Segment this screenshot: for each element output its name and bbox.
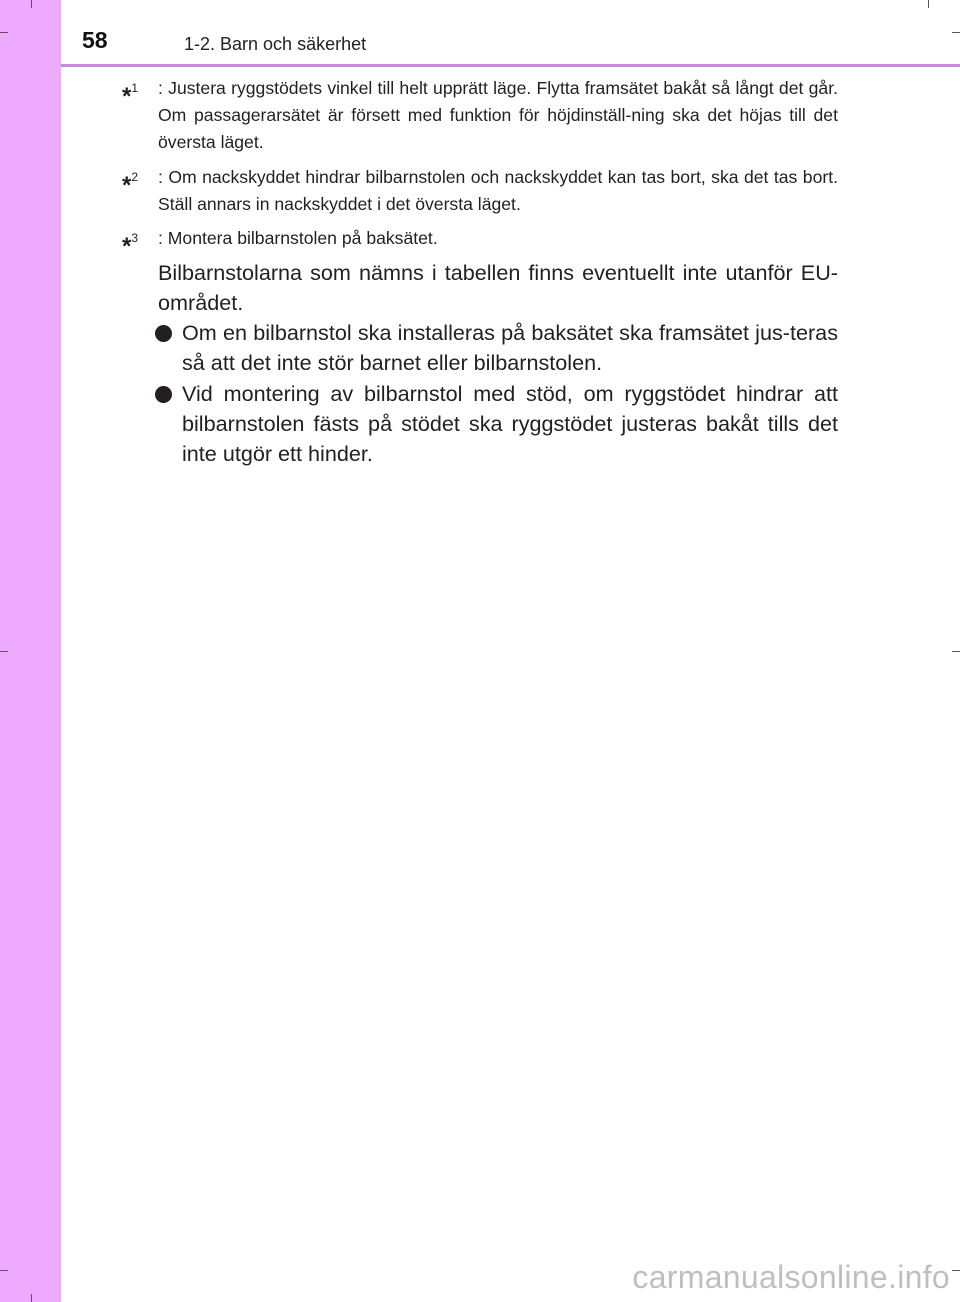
footnote-3 (122, 225, 838, 260)
body-paragraph: Bilbarnstolarna som nämns i tabellen finns eventuellt inte utanför EU-området. (158, 260, 838, 315)
crop-mark (0, 651, 8, 652)
footnote-1 (122, 75, 838, 156)
crop-mark (31, 1294, 32, 1302)
footnote-text: : Montera bilbarnstolen på baksätet. (158, 228, 438, 248)
header-rule (61, 64, 960, 67)
crop-mark (0, 32, 8, 33)
watermark: carmanualsonline.info (632, 1259, 950, 1295)
crop-mark (31, 0, 32, 8)
bullet-dot-icon (155, 325, 172, 342)
crop-mark (952, 651, 960, 652)
footnote-marker: *$^2$ (122, 170, 139, 199)
bullet-item-1 (155, 318, 838, 378)
footnote-text: : Justera ryggstödets vinkel till helt upprätt läge. Flytta framsätet bakåt så långt det går. Om passagerarsätet är försett med funktion för höjdinställ-ning ska det höjas till det översta läget. (158, 78, 838, 152)
bullet-dot-icon (155, 386, 172, 403)
crop-mark (952, 1270, 960, 1271)
section-title: 1-2. Barn och säkerhet (184, 34, 367, 54)
footnote-marker: *$^3$ (122, 231, 139, 260)
crop-mark (952, 32, 960, 33)
side-color-band (0, 0, 61, 1302)
bullet-text: Vid montering av bilbarnstol med stöd, om ryggstödet hindrar att bilbarnstolen fästs på stödet ska ryggstödet justeras bakåt tills det inte utgör ett hinder. (182, 381, 838, 466)
page-number: 58 (82, 27, 108, 53)
bullet-text: Om en bilbarnstol ska installeras på baksätet ska framsätet jus-teras så att det inte stör barnet eller bilbarnstolen. (182, 320, 838, 375)
crop-mark (0, 1270, 8, 1271)
footnote-marker: *$^1$ (122, 81, 139, 110)
bullet-item-2 (155, 379, 838, 469)
footnote-2 (122, 164, 838, 218)
footnote-text: : Om nackskyddet hindrar bilbarnstolen och nackskyddet kan tas bort, ska det tas bort. Ställ annars in nackskyddet i det översta läget. (158, 167, 838, 214)
crop-mark (928, 0, 929, 8)
